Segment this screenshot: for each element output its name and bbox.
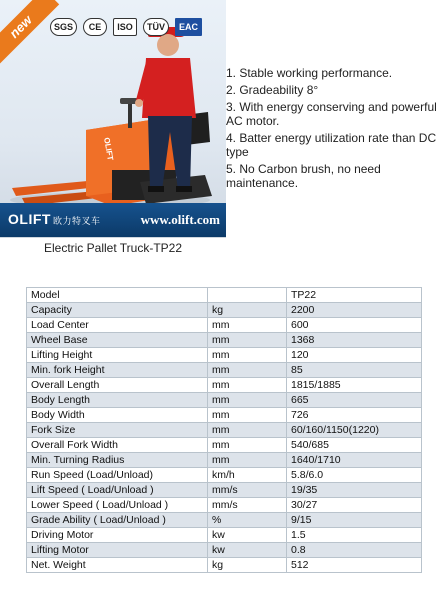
spec-name-cell: Lift Speed ( Load/Unload ) — [27, 483, 208, 498]
spec-row — [27, 423, 422, 438]
spec-name-cell: Load Center — [27, 318, 208, 333]
spec-row — [27, 513, 422, 528]
spec-name-cell: Grade Ability ( Load/Unload ) — [27, 513, 208, 528]
sgs-certification-icon: SGS — [50, 18, 77, 36]
spec-row — [27, 543, 422, 558]
spec-value-cell: 9/15 — [287, 513, 422, 528]
spec-row — [27, 333, 422, 348]
spec-value-cell: 1368 — [287, 333, 422, 348]
eac-certification-icon: EAC — [175, 18, 202, 36]
spec-name-cell: Net. Weight — [27, 558, 208, 573]
product-caption: Electric Pallet Truck-TP22 — [43, 241, 183, 255]
brand-chinese-name: 欧力特叉车 — [52, 216, 101, 226]
spec-row — [27, 408, 422, 423]
spec-row — [27, 348, 422, 363]
spec-row — [27, 528, 422, 543]
brand-bar — [0, 203, 226, 237]
feature-item: 5. No Carbon brush, no need maintenance. — [226, 162, 381, 190]
spec-name-cell: Wheel Base — [27, 333, 208, 348]
spec-value-cell: 0.8 — [287, 543, 422, 558]
new-badge: new — [0, 0, 59, 65]
spec-name-cell: Model — [27, 288, 208, 303]
spec-name-cell: Run Speed (Load/Unload) — [27, 468, 208, 483]
spec-value-cell: 512 — [287, 558, 422, 573]
spec-unit-cell: mm — [208, 393, 287, 408]
brand-logo — [8, 211, 100, 227]
spec-unit-cell: mm — [208, 453, 287, 468]
spec-value-cell: TP22 — [287, 288, 422, 303]
spec-unit-cell: kg — [208, 303, 287, 318]
spec-row — [27, 303, 422, 318]
certification-icons — [50, 18, 202, 36]
brand-name: OLIFT — [8, 211, 51, 227]
spec-unit-cell: mm — [208, 318, 287, 333]
spec-unit-cell: km/h — [208, 468, 287, 483]
spec-value-cell: 5.8/6.0 — [287, 468, 422, 483]
spec-name-cell: Overall Fork Width — [27, 438, 208, 453]
spec-row — [27, 438, 422, 453]
spec-unit-cell: % — [208, 513, 287, 528]
tuv-certification-icon: TÜV — [143, 18, 169, 36]
iso-certification-icon: ISO — [113, 18, 137, 36]
truck-side-label: OLIFT — [102, 136, 115, 162]
product-photo — [0, 0, 226, 238]
spec-value-cell: 1.5 — [287, 528, 422, 543]
spec-unit-cell — [208, 288, 287, 303]
spec-unit-cell: mm — [208, 408, 287, 423]
feature-list — [226, 66, 444, 193]
spec-name-cell: Driving Motor — [27, 528, 208, 543]
spec-name-cell: Lifting Motor — [27, 543, 208, 558]
spec-row — [27, 483, 422, 498]
spec-unit-cell: kg — [208, 558, 287, 573]
spec-value-cell: 600 — [287, 318, 422, 333]
spec-row — [27, 288, 422, 303]
spec-unit-cell: mm — [208, 378, 287, 393]
spec-value-cell: 120 — [287, 348, 422, 363]
spec-row — [27, 453, 422, 468]
spec-unit-cell: mm — [208, 423, 287, 438]
spec-row — [27, 378, 422, 393]
spec-row — [27, 498, 422, 513]
spec-value-cell: 665 — [287, 393, 422, 408]
spec-value-cell: 726 — [287, 408, 422, 423]
spec-name-cell: Capacity — [27, 303, 208, 318]
spec-unit-cell: mm — [208, 348, 287, 363]
brand-url: www.olift.com — [140, 212, 220, 227]
feature-item: 1. Stable working performance. — [226, 66, 393, 80]
spec-unit-cell: mm — [208, 438, 287, 453]
ce-certification-icon: CE — [83, 18, 107, 36]
spec-row — [27, 363, 422, 378]
spec-name-cell: Lifting Height — [27, 348, 208, 363]
spec-name-cell: Body Width — [27, 408, 208, 423]
feature-item: 4. Batter energy utilization rate than DC type — [226, 131, 437, 159]
spec-row — [27, 468, 422, 483]
spec-value-cell: 2200 — [287, 303, 422, 318]
spec-name-cell: Body Length — [27, 393, 208, 408]
specification-table-body — [27, 288, 422, 573]
spec-name-cell: Lower Speed ( Load/Unload ) — [27, 498, 208, 513]
spec-value-cell: 30/27 — [287, 498, 422, 513]
spec-value-cell: 540/685 — [287, 438, 422, 453]
spec-value-cell: 19/35 — [287, 483, 422, 498]
spec-unit-cell: mm — [208, 363, 287, 378]
feature-item: 3. With energy conserving and powerful AC motor. — [226, 100, 437, 128]
spec-unit-cell: kw — [208, 543, 287, 558]
spec-row — [27, 318, 422, 333]
spec-unit-cell: mm/s — [208, 498, 287, 513]
spec-name-cell: Min. Turning Radius — [27, 453, 208, 468]
spec-unit-cell: mm/s — [208, 483, 287, 498]
spec-row — [27, 558, 422, 573]
spec-row — [27, 393, 422, 408]
spec-value-cell: 1640/1710 — [287, 453, 422, 468]
spec-name-cell: Overall Length — [27, 378, 208, 393]
specification-table — [26, 287, 422, 573]
spec-name-cell: Min. fork Height — [27, 363, 208, 378]
spec-unit-cell: kw — [208, 528, 287, 543]
feature-item: 2. Gradeability 8° — [226, 83, 319, 97]
spec-name-cell: Fork Size — [27, 423, 208, 438]
spec-unit-cell: mm — [208, 333, 287, 348]
spec-value-cell: 1815/1885 — [287, 378, 422, 393]
spec-value-cell: 85 — [287, 363, 422, 378]
spec-value-cell: 60/160/1150(1220) — [287, 423, 422, 438]
